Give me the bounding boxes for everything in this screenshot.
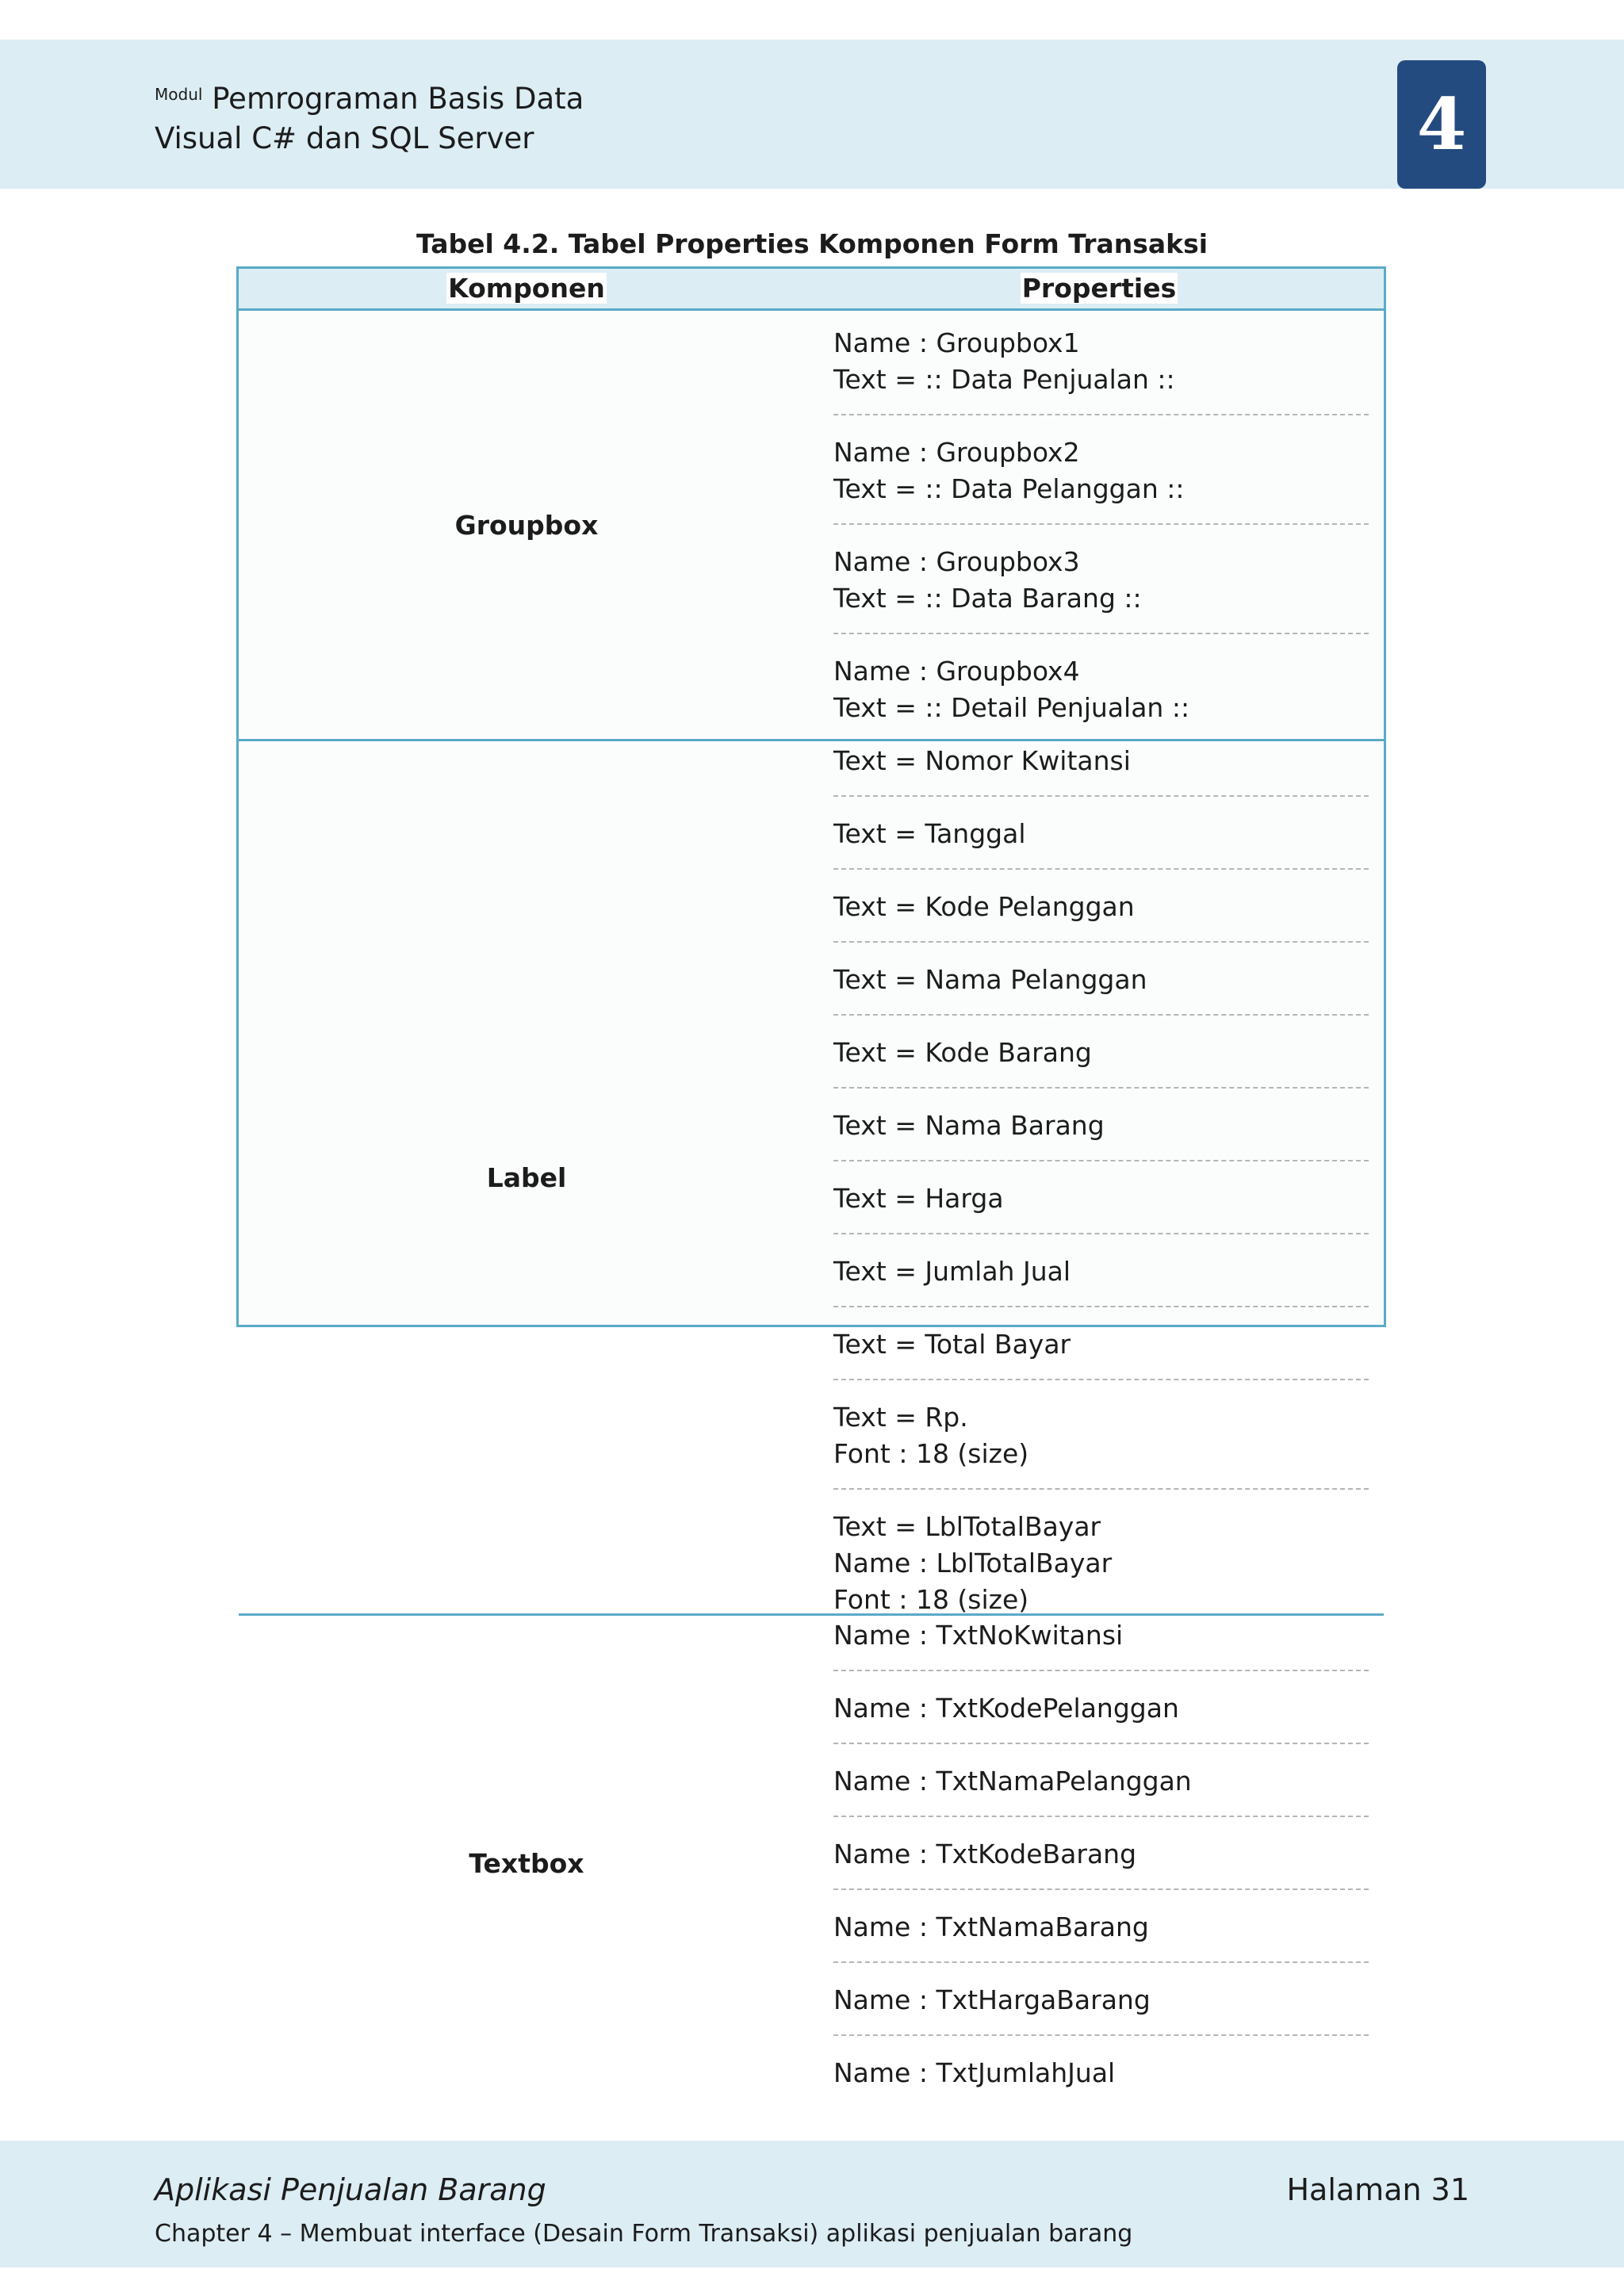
property-line: Text = :: Detail Penjualan ::	[833, 692, 1190, 723]
property-line: Name : TxtJumlahJual	[833, 2057, 1116, 2088]
property-group	[833, 1253, 1369, 1290]
dashed-separator	[833, 1816, 1369, 1817]
property-line: Text = Tanggal	[833, 818, 1026, 849]
page-number: Halaman 31	[1286, 2172, 1469, 2207]
property-group	[833, 653, 1369, 726]
table-row-textbox	[239, 1616, 1384, 2110]
property-line: Name : Groupbox4	[833, 656, 1080, 687]
table-caption: Tabel 4.2. Tabel Properties Komponen Form Transaksi	[416, 228, 1208, 259]
property-group	[833, 434, 1369, 507]
dashed-separator	[833, 1888, 1369, 1890]
module-title	[155, 79, 584, 159]
property-line: Text = Harga	[833, 1183, 1004, 1214]
property-line: Text = Rp.	[833, 1402, 968, 1433]
property-line: Name : Groupbox1	[833, 327, 1080, 358]
properties-table	[236, 266, 1386, 2088]
property-group	[833, 1909, 1369, 1946]
property-group	[833, 743, 1369, 779]
dashed-separator	[833, 868, 1369, 870]
property-group	[833, 1181, 1369, 1217]
dashed-separator	[833, 1233, 1369, 1234]
module-title-line2: Visual C# dan SQL Server	[155, 121, 534, 155]
column-header-properties: Properties	[1021, 273, 1177, 304]
property-line: Text = Kode Barang	[833, 1037, 1092, 1068]
property-group	[833, 1836, 1369, 1873]
property-line: Text = Nama Barang	[833, 1110, 1105, 1141]
property-group	[833, 1690, 1369, 1727]
property-group	[833, 1326, 1369, 1363]
komponen-cell: Groupbox	[454, 509, 599, 541]
property-line: Name : TxtNamaPelanggan	[833, 1766, 1192, 1797]
dashed-separator	[833, 795, 1369, 797]
chapter-number-badge: 4	[1397, 60, 1486, 189]
property-group	[833, 816, 1369, 852]
dashed-separator	[833, 414, 1369, 415]
property-line: Text = LblTotalBayar	[833, 1511, 1101, 1542]
table-header-row	[239, 269, 1384, 311]
property-line: Text = :: Data Penjualan ::	[833, 364, 1175, 395]
properties-cell	[833, 741, 1369, 1618]
property-line: Name : Groupbox2	[833, 437, 1080, 468]
page-footer	[0, 2141, 1624, 2267]
property-group	[833, 962, 1369, 998]
property-line: Text = :: Data Pelanggan ::	[833, 473, 1185, 504]
property-group	[833, 1982, 1369, 2019]
modul-label: Modul	[155, 85, 203, 104]
property-line: Name : TxtNoKwitansi	[833, 1620, 1124, 1651]
dashed-separator	[833, 1087, 1369, 1089]
property-group	[833, 1035, 1369, 1071]
property-group	[833, 1763, 1369, 1800]
dashed-separator	[833, 1670, 1369, 1671]
property-line: Text = Nomor Kwitansi	[833, 745, 1131, 776]
module-title-line1: Pemrograman Basis Data	[212, 82, 584, 116]
property-line: Text = Jumlah Jual	[833, 1256, 1071, 1287]
property-group	[833, 889, 1369, 925]
property-line: Name : Groupbox3	[833, 546, 1080, 577]
dashed-separator	[833, 1306, 1369, 1307]
footer-title: Aplikasi Penjualan Barang	[155, 2172, 546, 2207]
properties-cell	[833, 311, 1369, 726]
dashed-separator	[833, 1014, 1369, 1016]
dashed-separator	[833, 941, 1369, 943]
property-group	[833, 544, 1369, 617]
property-group	[833, 1399, 1369, 1472]
komponen-cell: Label	[486, 1161, 567, 1193]
dashed-separator	[833, 1160, 1369, 1161]
dashed-separator	[833, 2034, 1369, 2036]
dashed-separator	[833, 523, 1369, 525]
property-group	[833, 1108, 1369, 1144]
property-group	[833, 2055, 1369, 2091]
table-row-groupbox	[239, 311, 1384, 741]
table-row-label	[239, 741, 1384, 1616]
property-group	[833, 325, 1369, 398]
property-line: Name : LblTotalBayar	[833, 1548, 1113, 1578]
komponen-cell: Textbox	[469, 1847, 584, 1879]
property-line: Name : TxtKodePelanggan	[833, 1693, 1179, 1724]
property-line: Text = Total Bayar	[833, 1329, 1071, 1360]
property-line: Font : 18 (size)	[833, 1438, 1029, 1469]
page-header	[0, 40, 1624, 189]
footer-chapter: Chapter 4 – Membuat interface (Desain Form Transaksi) aplikasi penjualan barang	[155, 2220, 1133, 2248]
property-line: Name : TxtHargaBarang	[833, 1984, 1151, 2015]
property-line: Text = Nama Pelanggan	[833, 964, 1147, 995]
property-line: Name : TxtKodeBarang	[833, 1839, 1137, 1869]
dashed-separator	[833, 633, 1369, 634]
property-line: Text = Kode Pelanggan	[833, 891, 1135, 922]
property-line: Font : 18 (size)	[833, 1584, 1029, 1615]
property-group	[833, 1617, 1369, 1654]
dashed-separator	[833, 1961, 1369, 1963]
dashed-separator	[833, 1488, 1369, 1490]
property-line: Name : TxtNamaBarang	[833, 1911, 1149, 1942]
dashed-separator	[833, 1379, 1369, 1380]
property-line: Text = :: Data Barang ::	[833, 583, 1142, 614]
column-header-komponen: Komponen	[448, 273, 605, 304]
dashed-separator	[833, 1743, 1369, 1744]
properties-cell	[833, 1616, 1369, 2091]
property-group	[833, 1509, 1369, 1618]
